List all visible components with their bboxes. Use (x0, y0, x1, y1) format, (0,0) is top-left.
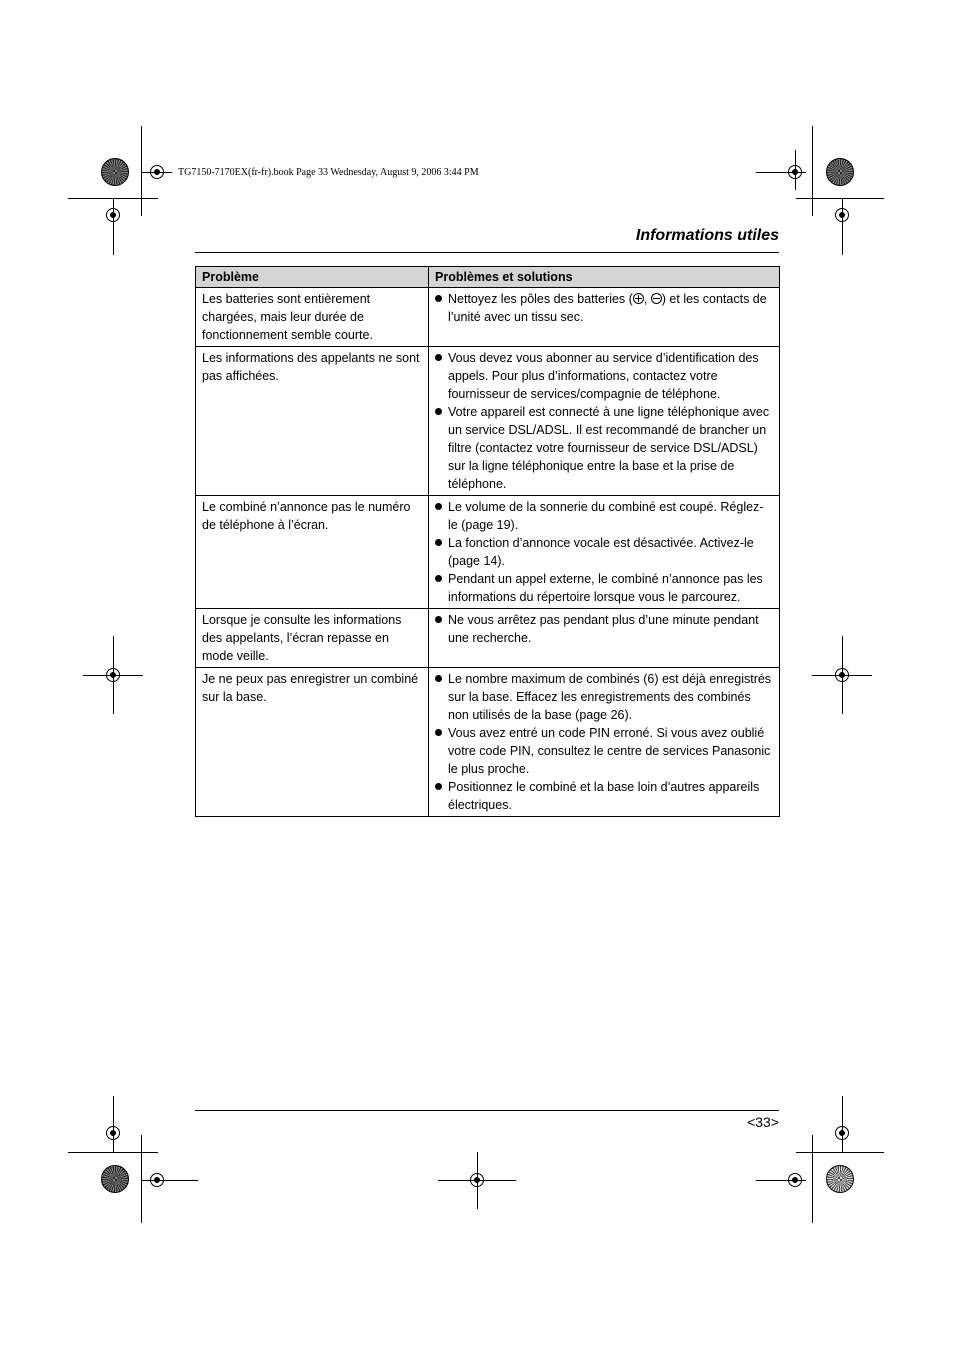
solution-item: Vous avez entré un code PIN erroné. Si vous avez oublié votre code PIN, consultez le centre de services Panasonic le plus proche. (435, 724, 773, 778)
problem-cell: Les informations des appelants ne sont pas affichées. (196, 347, 429, 496)
page-number: <33> (747, 1114, 779, 1130)
table-row (196, 496, 780, 609)
solution-item: Pendant un appel externe, le combiné n’annonce pas les informations du répertoire lorsque vous le parcourez. (435, 570, 773, 606)
troubleshooting-table (195, 266, 780, 817)
registration-disk-icon (101, 158, 129, 186)
bullet-icon (435, 503, 442, 510)
problem-cell: Je ne peux pas enregistrer un combiné sur la base. (196, 668, 429, 817)
bullet-icon (435, 539, 442, 546)
problem-cell: Les batteries sont entièrement chargées, mais leur durée de fonctionnement semble courte. (196, 288, 429, 347)
solution-item: Ne vous arrêtez pas pendant plus d’une minute pendant une recherche. (435, 611, 773, 647)
plus-terminal-icon (633, 293, 644, 304)
solutions-cell (429, 288, 780, 347)
problem-cell: Lorsque je consulte les informations des appelants, l’écran repasse en mode veille. (196, 609, 429, 668)
bullet-icon (435, 575, 442, 582)
table-row (196, 347, 780, 496)
table-row (196, 668, 780, 817)
solution-item: Vous devez vous abonner au service d’identification des appels. Pour plus d’informations, contactez votre fournisseur de services/compagnie de téléphone. (435, 349, 773, 403)
solution-item: Le volume de la sonnerie du combiné est coupé. Réglez-le (page 19). (435, 498, 773, 534)
bullet-icon (435, 729, 442, 736)
solutions-cell (429, 668, 780, 817)
solution-item: La fonction d’annonce vocale est désactivée. Activez-le (page 14). (435, 534, 773, 570)
problem-cell: Le combiné n’annonce pas le numéro de téléphone à l’écran. (196, 496, 429, 609)
registration-disk-icon (101, 1165, 129, 1193)
footer-rule (195, 1110, 779, 1111)
solutions-cell (429, 496, 780, 609)
bullet-icon (435, 295, 442, 302)
column-header-solutions: Problèmes et solutions (429, 267, 780, 288)
solution-item: Nettoyez les pôles des batteries ( , ) et les contacts de l’unité avec un tissu sec. (435, 290, 773, 326)
bullet-icon (435, 408, 442, 415)
solution-item: Le nombre maximum de combinés (6) est déjà enregistrés sur la base. Effacez les enregistrements des combinés non utilisés de la base (page 26). (435, 670, 773, 724)
table-header-row (196, 267, 780, 288)
solutions-cell (429, 609, 780, 668)
bullet-icon (435, 783, 442, 790)
solution-item: Positionnez le combiné et la base loin d’autres appareils électriques. (435, 778, 773, 814)
minus-terminal-icon (651, 293, 662, 304)
solutions-cell (429, 347, 780, 496)
bullet-icon (435, 675, 442, 682)
column-header-problem: Problème (196, 267, 429, 288)
bullet-icon (435, 616, 442, 623)
registration-disk-icon (826, 1165, 854, 1193)
header-rule (195, 252, 779, 253)
print-slug: TG7150-7170EX(fr-fr).book Page 33 Wednesday, August 9, 2006 3:44 PM (178, 167, 479, 178)
table-row (196, 288, 780, 347)
bullet-icon (435, 354, 442, 361)
registration-disk-icon (826, 158, 854, 186)
section-title: Informations utiles (635, 227, 779, 244)
table-row (196, 609, 780, 668)
solution-item: Votre appareil est connecté à une ligne téléphonique avec un service DSL/ADSL. Il est recommandé de brancher un filtre (contactez votre fournisseur de service DSL/ADSL) sur la ligne téléphonique entre la base et la prise de téléphone. (435, 403, 773, 493)
